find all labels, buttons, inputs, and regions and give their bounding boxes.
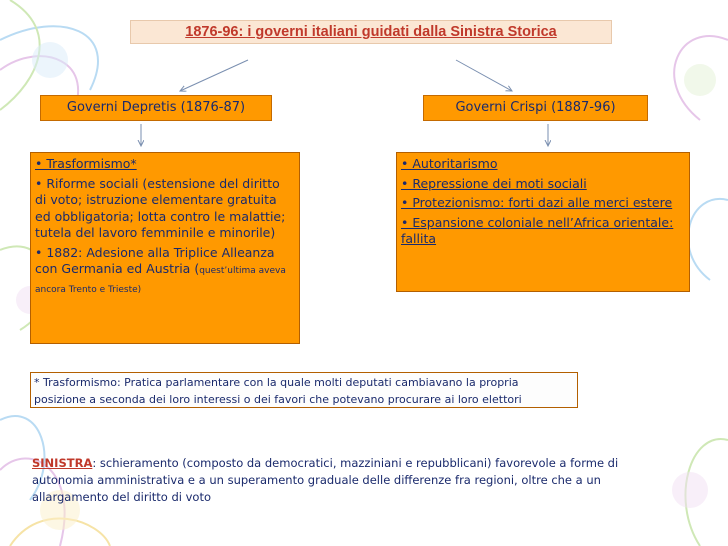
note-line-2: posizione a seconda dei loro interessi o dei favori che potevano procurare ai loro elettori [34,393,522,406]
depretis-item-3-text: • 1882: Adesione alla Triplice Alleanza con Germania ed Austria [35,244,275,276]
arrow-to-depretis [180,60,248,91]
depretis-header: Governi Depretis (1876-87) [40,95,272,121]
depretis-box [30,152,300,344]
trasformismo-note [30,372,578,408]
depretis-item-3-note: quest’ultima aveva ancora Trento e Trieste) [35,266,286,295]
crispi-header: Governi Crispi (1887-96) [423,95,648,121]
note-line-1: * Trasformismo: Pratica parlamentare con la quale molti deputati cambiavano la propria [34,376,519,389]
crispi-item-2: • Repressione dei moti sociali [401,175,587,191]
crispi-item-1: • Autoritarismo [401,156,498,171]
depretis-item-2: • Riforme sociali (estensione del diritto di voto; istruzione elementare gratuita ed obbligatoria; lotta contro le malattie; tutela del lavoro femminile e minorile) [35,175,286,240]
crispi-item-3: • Protezionismo: forti dazi alle merci estere [401,195,673,210]
crispi-box [396,152,690,292]
depretis-item-3-open: ( [194,261,200,276]
sinistra-label: SINISTRA [32,456,93,470]
crispi-item-4: • Espansione coloniale nell’Africa orientale: fallita [401,214,674,246]
sinistra-definition [32,455,672,506]
sinistra-text: : schieramento (composto da democratici, mazziniani e repubblicani) favorevole a forme di autonomia amministrativa e a un superamento graduale delle differenze fra regioni, oltre che a un allargamento del diritto di voto [32,456,619,504]
depretis-item-3 [35,245,295,299]
arrow-to-crispi [456,60,512,91]
depretis-item-1: • Trasformismo* [35,156,137,171]
page-title: 1876-96: i governi italiani guidati dalla Sinistra Storica [130,20,612,44]
